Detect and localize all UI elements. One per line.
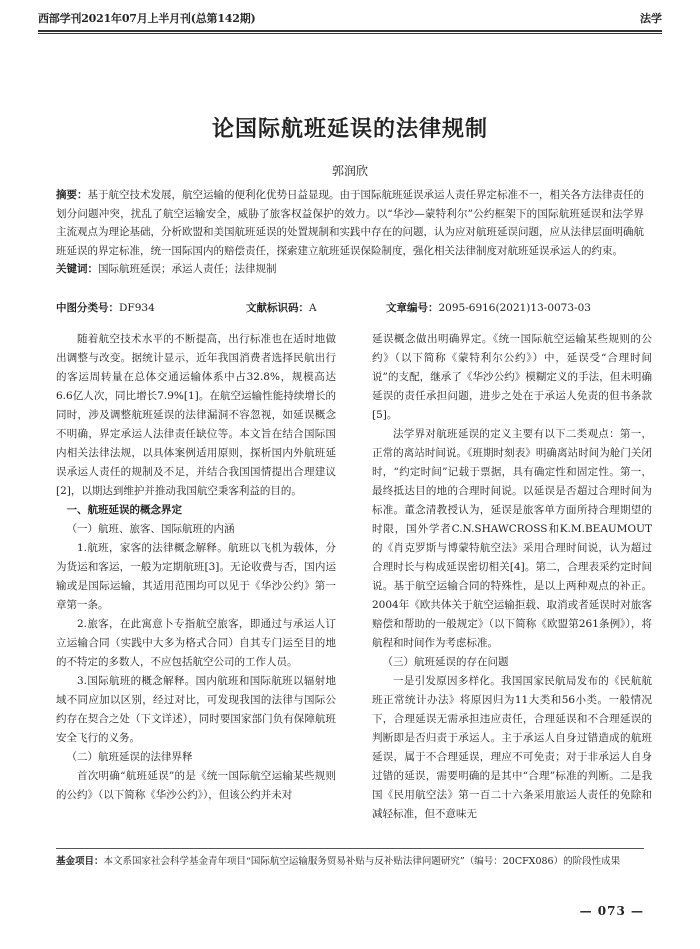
running-header (38, 6, 662, 28)
article-title: 论国际航班延误的法律规制 (211, 116, 488, 142)
body-paragraph: 2.旅客，在此寓意卜专指航空旅客，即通过与承运人订立运输合同（实践中大多为格式合同）自其专门运至目的地的不特定的多数人，不应包括航空公司的工作人员。 (56, 618, 336, 668)
keywords-text: 国际航班延误；承运人责任；法律规制 (98, 263, 277, 275)
abstract-text: 基于航空技术发展，航空运输的便利化优势日益显现。由于国际航班延误承运人责任界定标准不一，相关各方法律责任的划分问题冲突，扰乱了航空运输安全，威胁了旅客权益保护的效力。以“华沙—蒙特利尔”公约框架下的国际航班延误和法学界主流观点为理论基础，分析欧盟和美国航班延误的处置规制和实践中存在的问题，认为应对航班延误问题，应从法律层面明确航班延误的界定标准，统一国际国内的赔偿责任，探索建立航班延误保险制度，强化相关法律制度对航班延误承运人的约束。 (56, 189, 644, 257)
abstract-block (56, 186, 644, 279)
funding-label: 基金项目： (56, 856, 104, 867)
subsection-heading: （三）航班延误的存在问题 (382, 656, 509, 668)
abstract-label: 摘要： (56, 189, 88, 201)
keywords (56, 260, 644, 279)
body-paragraph: 首次明确“航班延误”的是《统一国际航空运输某些规则的公约》（以下简称《华沙公约》），但该公约并未对 (56, 770, 336, 801)
body-paragraph: 3.国际航班的概念解释。国内航班和国际航班以辐射地域不同应加以区别，经过对比，可发现我国的法律与国际公约存在契合之处（下文详述），同时要国家部门负有保障航班安全飞行的义务。 (56, 675, 336, 744)
left-column (56, 330, 336, 805)
keywords-label: 关键词： (56, 263, 98, 275)
header-rule (38, 30, 662, 32)
funding-note (56, 848, 644, 870)
subsection-heading: （二）航班延误的法律界释 (66, 751, 193, 763)
article-no-label: 文章编号： (386, 302, 439, 314)
doc-code-value: A (309, 302, 317, 314)
author-name: 郭润欣 (331, 164, 368, 178)
classification-line (56, 300, 644, 318)
right-column (372, 330, 652, 824)
funding-text: 本文系国家社会科学基金青年项目“国际航空运输服务贸易补贴与反补贴法律问题研究”（编号：20CFX086）的阶段性成果 (103, 856, 621, 867)
page-number: — 073 — (579, 904, 644, 918)
body-paragraph: 1.航班，家客的法律概念解释。航班以飞机为载体，分为货运和客运，一般为定期航班[3]。无论收费与否，国内运输或是国际运输，其适用范围均可以见于《华沙公约》第一章第一条。 (56, 542, 336, 611)
subsection-heading: （一）航班、旅客、国际航班的内涵 (66, 523, 235, 535)
section-heading: 一、航班延误的概念界定 (66, 504, 182, 516)
body-paragraph: 随着航空技术水平的不断提高，出行标准也在适时地做出调整与改变。据统计显示，近年我国消费者选择民航出行的客运周转量在总体交通运输体系中占32.8%，规模高达6.6亿人次，同比增长7.9%[1]。在航空运输性能持续增长的同时，涉及调整航班延误的法律漏洞不容忽视，如延误概念不明确，界定承运人法律责任缺位等。本文旨在结合国际国内相关法律法规，以具体案例适用原则，探析国内外航班延误承运人责任的规制及不足，并结合我国国情提出合理建议[2]，以期达到维护并推动我国航空秉客利益的目的。 (56, 333, 336, 497)
body-paragraph: 延误概念做出明确界定。《统一国际航空运输某些规则的公约》（以下简称《蒙特利尔公约》）中，延误受“合理时间说”的支配，继承了《华沙公约》模糊定义的手法，但未明确延误的责任承担问题，进步之处在于承运人免责的但书条款[5]。 (372, 333, 652, 421)
header-rule-thin (38, 33, 662, 34)
journal-info: 西部学刊2021年07月上半月刊(总第142期) (38, 12, 256, 25)
clc-value: DF934 (119, 302, 155, 314)
body-paragraph: 法学界对航班延误的定义主要有以下二类观点：第一，正常的离站时间说。《班期时刻表》明确离站时间为舱门关闭时，“约定时间”记载于票据，具有确定性和固定性。第一，最终抵达目的地的合理时间说。以延误是否超过合理时间为标准。董念清教授认为，延误是旅客单方面所持合理期望的时限，国外学者C.N.SHAWCROSS和K.M.BEAUMOUT的《肖克罗斯与博蒙特航空法》采用合理时间说，认为超过合理时长与构成延误密切相关[4]。第二，合理表采约定时间说。基于航空运输合同的特殊性，是以上两种观点的补正。2004年《欧共体关于航空运输拒载、取消或者延误时对旅客赔偿和帮助的一般规定》（以下简称《欧盟第261条例》），将航程和时间作为考虑标准。 (372, 428, 652, 649)
body-paragraph: 一是引发原因多样化。我国国家民航局发布的《民航航班正常统计办法》将原因归为11大类和56小类。一般情况下，合理延误无需承担违应责任，合理延误和不合理延误的判断即是否归责于承运人。主于承运人自身过错造成的航班延误，属于不合理延误，理应不可免责；对于非承运人自身过错的延误，需要明确的是其中“合理”标准的判断。二是我国《民用航空法》第一百二十六条采用旅运人责任的免除和减轻标准，但不意味无 (372, 675, 652, 820)
section-label: 法学 (640, 12, 662, 25)
abstract (56, 186, 644, 260)
article-no-value: 2095-6916(2021)13-0073-03 (438, 302, 591, 314)
doc-code-label: 文献标识码： (246, 302, 309, 314)
clc-label: 中图分类号： (56, 302, 119, 314)
